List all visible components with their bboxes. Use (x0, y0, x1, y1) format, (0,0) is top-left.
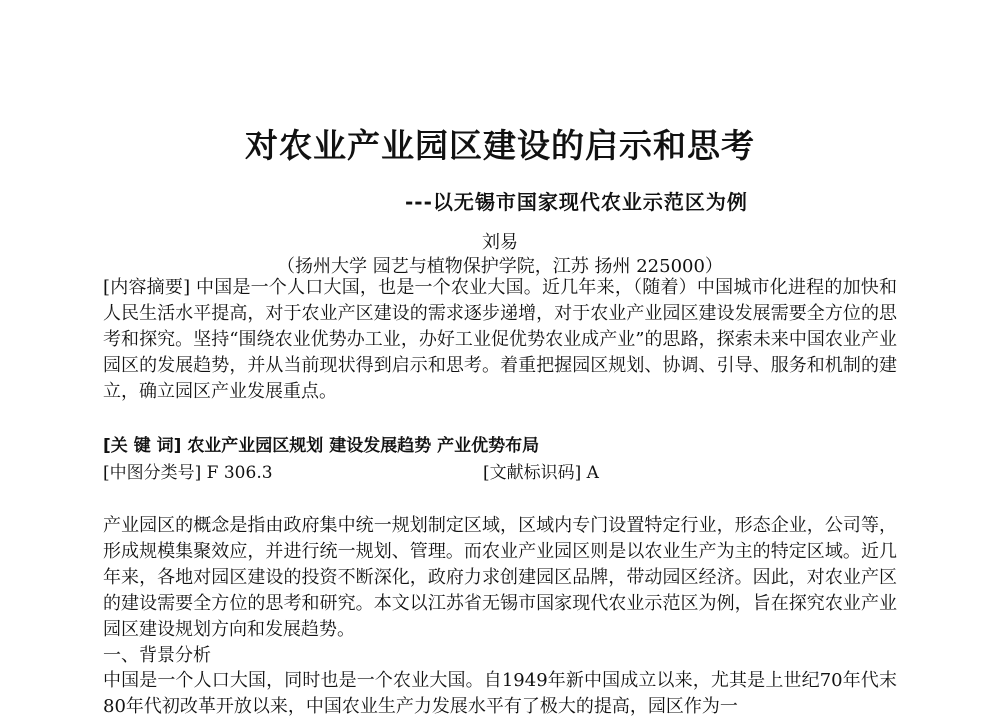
doc-code (483, 460, 599, 486)
clc-label: [中图分类号] (103, 463, 202, 483)
clc-value: F 306.3 (206, 463, 273, 483)
classification-line (103, 460, 897, 486)
author-affiliation: （扬州大学 园艺与植物保护学院，江苏 扬州 225000） (277, 256, 723, 277)
author-name: 刘易 (482, 232, 518, 253)
keywords-text: 农业产业园区规划 建设发展趋势 产业优势布局 (187, 436, 540, 456)
abstract-text: 中国是一个人口大国，也是一个农业大国。近几年来，（随着）中国城市化进程的加快和人民生活水平提高，对于农业产区建设的需求逐步递增，对于农业产业园区建设发展需要全方位的思考和探究。坚持“围绕农业优势办工业，办好工业促优势农业成产业”的思路，探索未来中国农业产业园区的发展趋势，并从当前现状得到启示和思考。着重把握园区规划、协调、引导、服务和机制的建立，确立园区产业发展重点。 (103, 277, 897, 402)
section-paragraph: 中国是一个人口大国，同时也是一个农业大国。自1949年新中国成立以来，尤其是上世纪70年代末80年代初改革开放以来，中国农业生产力发展水平有了极大的提高，园区作为一 (103, 670, 897, 717)
abstract-label: [内容摘要] (103, 277, 191, 298)
intro-paragraph: 产业园区的概念是指由政府集中统一规划制定区域，区域内专门设置特定行业，形态企业，公司等，形成规模集聚效应，并进行统一规划、管理。而农业产业园区则是以农业生产为主的特定区域。近几年来，各地对园区建设的投资不断深化，政府力求创建园区品牌，带动园区经济。因此，对农业产区的建设需要全方位的思考和研究。本文以江苏省无锡市国家现代农业示范区为例，旨在探究农业产业园区建设规划方向和发展趋势。 (103, 515, 897, 640)
keywords-label: [关 键 词] (103, 436, 182, 456)
clc-code (103, 460, 483, 486)
section-heading: 一、背景分析 (103, 645, 211, 666)
paper-title: 对农业产业园区建设的启示和思考 (245, 126, 755, 165)
paper-subtitle: ---以无锡市国家现代农业示范区为例 (405, 190, 748, 214)
doc-value: A (586, 463, 599, 483)
abstract (103, 275, 897, 405)
keywords (103, 433, 897, 459)
doc-label: [文献标识码] (483, 463, 582, 483)
